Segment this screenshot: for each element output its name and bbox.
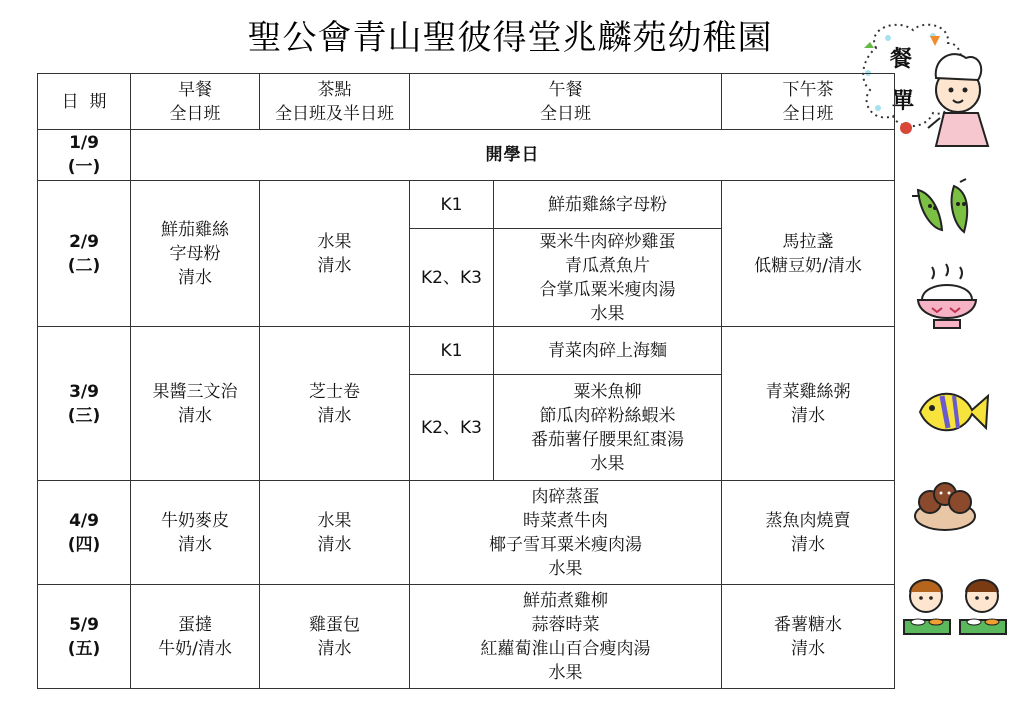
menu-item: 低糖豆奶/清水: [754, 255, 862, 276]
date-cell: [38, 481, 131, 585]
menu-table: [37, 73, 895, 689]
menu-item: 清水: [178, 267, 212, 288]
page-title: 聖公會青山聖彼得堂兆麟苑幼稚園: [247, 18, 773, 58]
lunch-cell: [410, 585, 722, 689]
tea-cell: [260, 181, 410, 327]
breakfast-cell: [131, 327, 260, 481]
menu-item: 水果: [548, 558, 583, 579]
lunch-cell: [410, 481, 722, 585]
date-label: 2/9: [69, 231, 99, 252]
tea-cell: [260, 585, 410, 689]
menu-item: 蛋撻: [178, 614, 212, 635]
weekday-label: (二): [67, 255, 101, 276]
menu-item: 鮮茄雞絲: [161, 219, 229, 240]
breakfast-cell: [131, 585, 260, 689]
menu-item: 粟米魚柳: [573, 381, 642, 402]
lunch-header-title: 午餐: [548, 79, 583, 100]
lunch-header-class: 全日班: [540, 103, 591, 124]
menu-item: 雞蛋包: [309, 614, 360, 635]
tea-cell: [260, 327, 410, 481]
menu-item: 水果: [317, 510, 352, 531]
date-label: 1/9: [69, 133, 99, 153]
weekday-label: (四): [67, 534, 101, 555]
lunch-k1-cell: [494, 181, 722, 229]
rice-bowl-illustration: [912, 262, 982, 342]
menu-item: 蒜蓉時菜: [531, 614, 600, 635]
lunch-k2-k3-cell: [494, 229, 722, 327]
date-cell: [38, 130, 131, 181]
menu-item: 鮮茄雞絲字母粉: [548, 194, 667, 215]
menu-item: 水果: [548, 662, 583, 683]
breakfast-header-title: 早餐: [178, 79, 212, 100]
afternoon-header: [722, 74, 895, 130]
weekday-label: (五): [67, 638, 101, 659]
opening-day-cell: 開學日: [131, 130, 895, 181]
breakfast-cell: [131, 181, 260, 327]
breakfast-cell: [131, 481, 260, 585]
afternoon-cell: [722, 181, 895, 327]
tea-header: [260, 74, 410, 130]
menu-item: 番薯糖水: [774, 614, 842, 635]
class-label-k2-k3: K2、K3: [410, 375, 494, 481]
menu-item: 青菜肉碎上海麵: [548, 340, 667, 361]
class-label-k1: K1: [410, 327, 494, 375]
menu-item: 粟米牛肉碎炒雞蛋: [539, 231, 676, 252]
menu-item: 青菜雞絲粥: [765, 381, 851, 402]
badge-label-menu: 單: [892, 89, 915, 114]
menu-item: 牛奶/清水: [158, 638, 232, 659]
class-label-k2-k3: K2、K3: [410, 229, 494, 327]
menu-item: 清水: [791, 534, 825, 555]
menu-item: 清水: [178, 405, 212, 426]
day-row: [38, 585, 895, 689]
menu-item: 清水: [791, 638, 825, 659]
menu-item: 馬拉盞: [782, 231, 834, 252]
date-label: 3/9: [69, 381, 99, 402]
menu-item: 番茄薯仔腰果紅棗湯: [531, 429, 684, 450]
menu-item: 節瓜肉碎粉絲蝦米: [539, 405, 676, 426]
day-row: [38, 130, 895, 181]
menu-item: 清水: [791, 405, 825, 426]
date-label: 4/9: [69, 510, 99, 531]
menu-item: 清水: [317, 638, 352, 659]
menu-item: 清水: [317, 255, 352, 276]
menu-item: 字母粉: [169, 243, 221, 264]
menu-item: 肉碎蒸蛋: [531, 486, 600, 507]
weekday-label: (三): [67, 405, 101, 426]
lunch-k1-cell: [494, 327, 722, 375]
date-cell: [38, 327, 131, 481]
afternoon-header-title: 下午茶: [782, 79, 834, 100]
menu-item: 芝士卷: [309, 381, 360, 402]
breakfast-header-class: 全日班: [169, 103, 221, 124]
day-row: [38, 327, 895, 375]
menu-item: 鮮茄煮雞柳: [523, 590, 608, 611]
children-eating-illustration: [896, 572, 1014, 642]
fish-illustration: [912, 382, 992, 442]
date-cell: [38, 585, 131, 689]
afternoon-cell: [722, 481, 895, 585]
menu-item: 牛奶麥皮: [161, 510, 229, 531]
menu-item: 清水: [317, 534, 352, 555]
lunch-k2-k3-cell: [494, 375, 722, 481]
date-label: 5/9: [69, 614, 99, 635]
dim-sum-illustration: [910, 478, 980, 534]
badge-label-meal: 餐: [890, 47, 913, 72]
menu-item: 合掌瓜粟米瘦肉湯: [539, 279, 676, 300]
menu-item: 椰子雪耳粟米瘦肉湯: [489, 534, 642, 555]
breakfast-header: [131, 74, 260, 130]
tea-cell: [260, 481, 410, 585]
green-beans-illustration: [910, 178, 980, 238]
date-cell: [38, 181, 131, 327]
weekday-label: (一): [67, 157, 101, 177]
day-row: [38, 481, 895, 585]
menu-item: 青瓜煮魚片: [565, 255, 650, 276]
tea-header-title: 茶點: [317, 79, 352, 100]
menu-item: 水果: [317, 231, 352, 252]
day-row: [38, 181, 895, 229]
menu-item: 果醬三文治: [152, 381, 238, 402]
menu-item: 時菜煮牛肉: [523, 510, 608, 531]
class-label-k1: K1: [410, 181, 494, 229]
menu-item: 蒸魚肉燒賣: [765, 510, 851, 531]
header-row: [38, 74, 895, 130]
lunch-header: [410, 74, 722, 130]
afternoon-cell: [722, 327, 895, 481]
menu-item: 水果: [590, 303, 625, 324]
menu-item: 紅蘿蔔淮山百合瘦肉湯: [480, 638, 651, 659]
tea-header-class: 全日班及半日班: [275, 103, 394, 124]
menu-item: 水果: [590, 453, 625, 474]
afternoon-header-class: 全日班: [782, 103, 834, 124]
menu-item: 清水: [178, 534, 212, 555]
afternoon-cell: [722, 585, 895, 689]
menu-item: 清水: [317, 405, 352, 426]
date-header: 日 期: [38, 74, 131, 130]
